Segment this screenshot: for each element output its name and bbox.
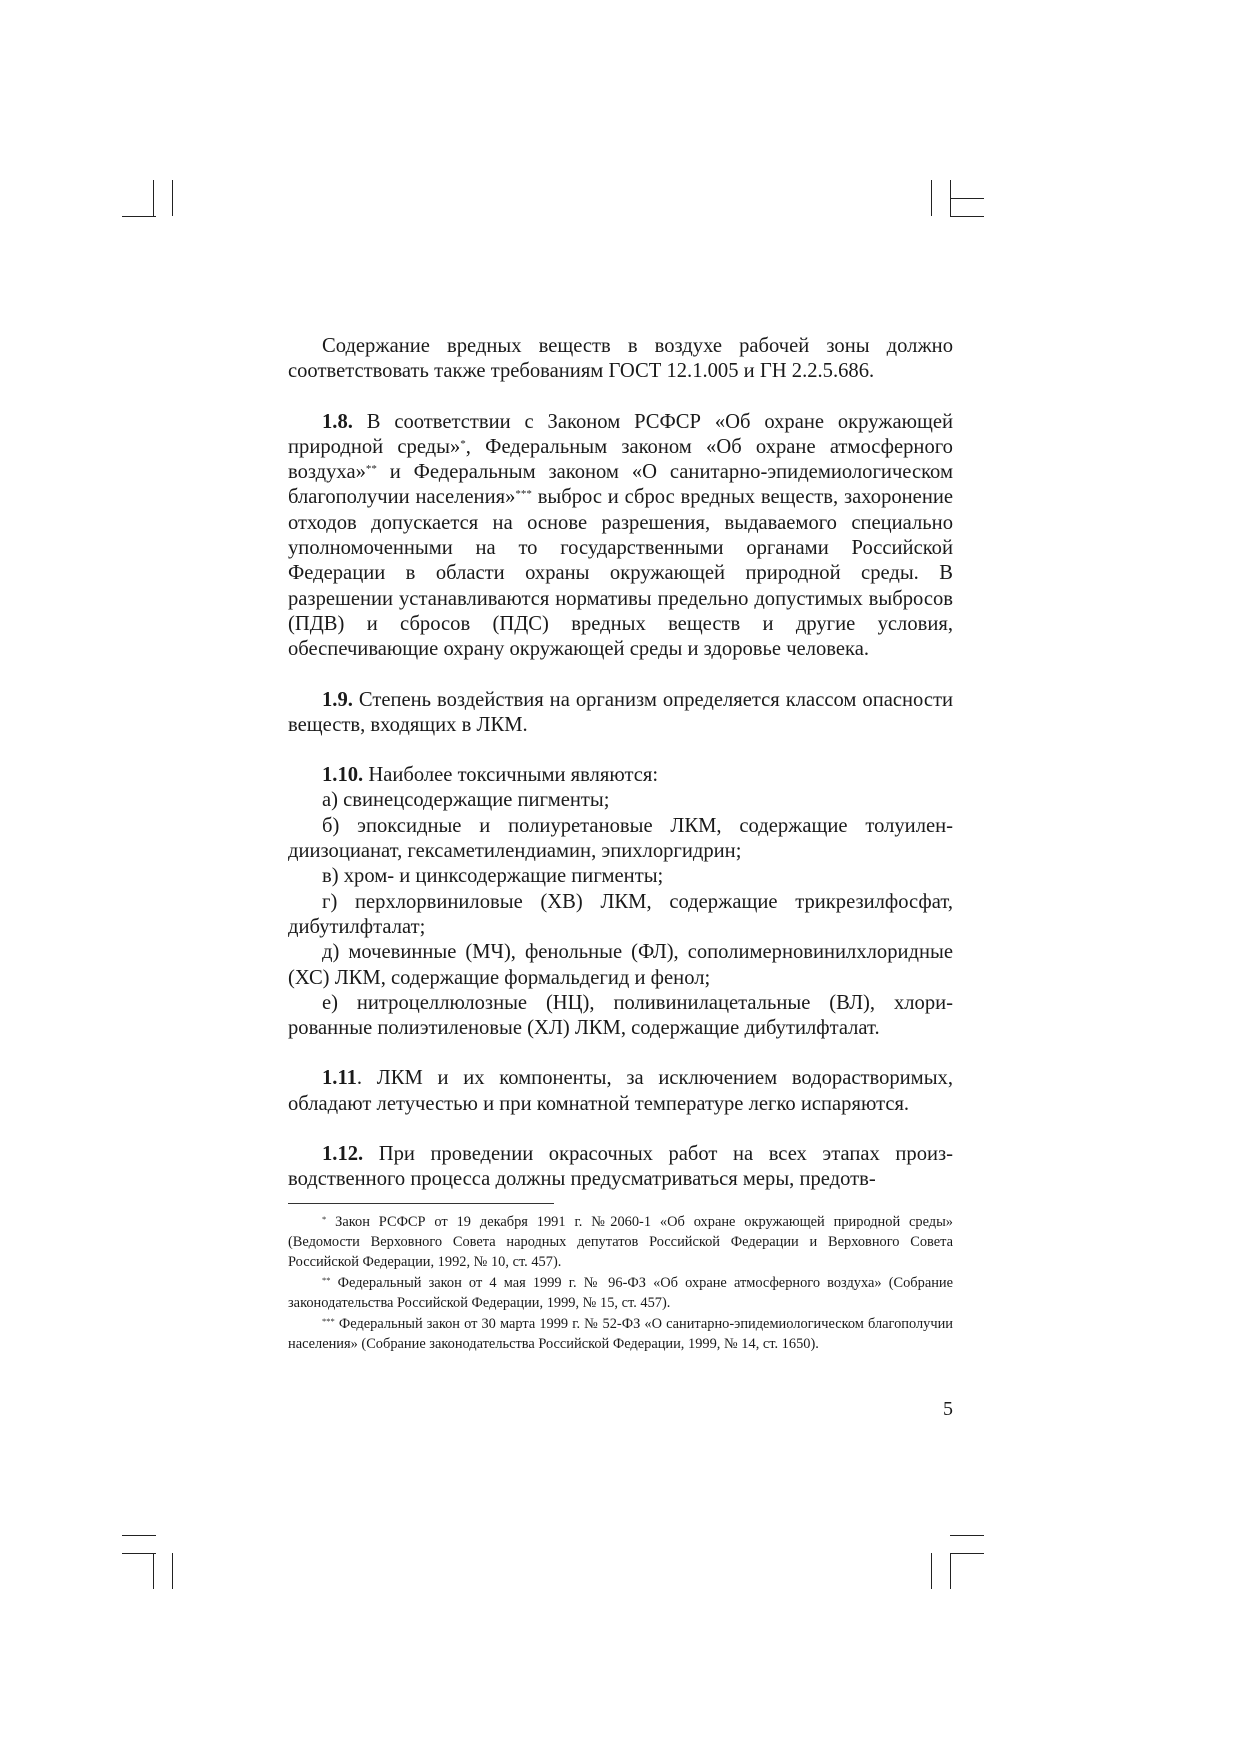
list-item: а) свинецсодержащие пигменты; <box>322 789 610 812</box>
section-1-12: 1.12. При проведении окрасочных работ на всех этапах производственного процесса должны предусматриваться меры, предотв- <box>288 1143 953 1191</box>
crop-mark <box>153 180 154 216</box>
section-1-8: 1.8. В соответствии с Законом РСФСР «Об охране окружающей природной среды»*, Федеральным законом «Об охране атмосферного воздуха»** и Федеральным законом «О санитарно-эпидемиологическом благополучии населения»*** выброс и сброс вредных веществ, захоронение отходов допускается на основе разрешения, выдаваемого специально уполномоченными на то государственными органами Российской Федерации в области охраны окружающей природной среды. В разрешении устанавливаются нормативы предельно допустимых выбросов (ПДВ) и сбросов (ПДС) вредных веществ и другие условия, обеспечивающие охрану окружающей среды и здоровье человека. <box>288 410 954 661</box>
crop-mark <box>950 1553 984 1554</box>
intro-paragraph: Содержание вредных веществ в воздухе рабочей зоны должно соответствовать также требованиям ГОСТ 12.1.005 и ГН 2.2.5.686. <box>288 335 953 383</box>
footnote: * Закон РСФСР от 19 декабря 1991 г. №2060-1 «Об охране окружающей природной среды» (Ведомости Верховного Совета народных депутатов Российской Федерации и Верховного Совета Российской Федерации, 1992, № 10, ст. 457). <box>288 1213 953 1271</box>
footnote-mark: ** <box>322 1274 331 1285</box>
footnote-ref: ** <box>365 463 377 476</box>
crop-mark <box>153 1553 154 1589</box>
section-1-10: 1.10. Наиболее токсичными являются: <box>322 764 659 787</box>
section-number: 1.8. <box>322 410 353 433</box>
crop-mark <box>122 1535 156 1536</box>
crop-mark <box>122 1553 156 1554</box>
footnote-mark: * <box>322 1213 327 1224</box>
section-number: 1.10. <box>322 764 364 787</box>
section-1-11: 1.11. ЛКМ и их компоненты, за исключением водорастворимых, обладают летучестью и при комнатной температуре легко испаряются. <box>288 1067 953 1115</box>
section-number: 1.12. <box>322 1143 364 1166</box>
footnote: ** Федеральный закон от 4 мая 1999 г. № 96-ФЗ «Об охране атмосферного воздуха» (Собрание законодательства Российской Федерации, 1999, № 15, ст. 457). <box>288 1274 953 1312</box>
footnote-mark: *** <box>322 1315 335 1326</box>
crop-mark <box>950 1535 984 1536</box>
footnote-ref: * <box>460 437 466 450</box>
footnote-ref: *** <box>515 488 532 501</box>
list-item: в) хром- и цинксодержащие пигменты; <box>322 865 664 888</box>
crop-mark <box>950 1553 951 1589</box>
list-item: д) мочевинные (МЧ), фенольные (ФЛ), сополимерновинилхлоридные (ХС) ЛКМ, содержащие формальдегид и фенол; <box>288 941 953 989</box>
section-1-9: 1.9. Степень воздействия на организм определяется классом опасности веществ, входящих в ЛКМ. <box>288 688 953 736</box>
footnote-divider <box>288 1203 554 1204</box>
crop-mark <box>172 180 173 216</box>
crop-mark <box>931 1553 932 1589</box>
crop-mark <box>931 180 932 216</box>
list-item: е) нитроцеллюлозные (НЦ), поливинилацетальные (ВЛ), хлорированные полиэтиленовые (ХЛ) ЛКМ, содержащие дибутилфталат. <box>288 991 953 1040</box>
crop-mark <box>950 216 984 217</box>
list-item: б) эпоксидные и полиуретановые ЛКМ, содержащие толуилендиизоцианат, гексаметилендиамин, эпихлоргидрин; <box>288 814 953 863</box>
footnote: *** Федеральный закон от 30 марта 1999 г. № 52-ФЗ «О санитарно-эпидемиологическом благополучии населения» (Собрание законодательства Российской Федерации, 1999, № 14, ст. 1650). <box>288 1315 953 1353</box>
crop-mark <box>122 216 156 217</box>
section-number: 1.11 <box>322 1067 357 1090</box>
crop-mark <box>172 1553 173 1589</box>
page-body <box>288 334 953 1354</box>
list-item: г) перхлорвиниловые (ХВ) ЛКМ, содержащие трикрезилфосфат, дибутилфталат; <box>288 890 953 938</box>
crop-mark <box>950 198 984 199</box>
section-number: 1.9. <box>322 688 353 711</box>
page-number: 5 <box>943 1398 953 1420</box>
